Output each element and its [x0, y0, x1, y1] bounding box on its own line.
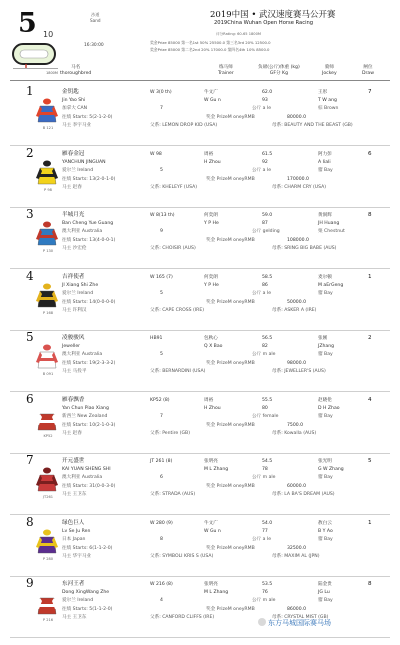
horse-name-cn: 绿色巨人 [62, 519, 85, 526]
prize-money: 50000.0 [287, 299, 306, 305]
weight-total: 62.0 [262, 90, 273, 95]
horse-colour: 骝 Bay [318, 475, 333, 480]
horse-origin: 日本 Japan [62, 536, 86, 542]
distance-scale: 1800M [46, 71, 58, 75]
prize-label: 奖金 PrizeM oneyRMB [206, 361, 255, 366]
horse-age: 6 [160, 475, 163, 480]
horse-age: 5 [160, 167, 163, 173]
trainer-name-cn: 张明亮 [204, 582, 218, 587]
horse-rating: HB91 [150, 336, 163, 341]
entry-row [0, 207, 400, 269]
horse-record: 往绩 Starts: 31(0-0-3-0) [62, 484, 116, 489]
horse-colour: 骝 Bay [318, 598, 333, 603]
horse-owner: 马主 李宇马业 [62, 123, 92, 128]
silk-code: P 280 [42, 556, 54, 561]
header-divider [10, 80, 390, 81]
trainer-name-en: W Gu n [204, 528, 221, 534]
jockey-name-en: A Iiali [318, 159, 331, 165]
surface-cn: 沙道 [91, 12, 100, 17]
horse-owner: 马主 王卫东 [62, 492, 87, 497]
horse-rating: W 98 [150, 151, 162, 157]
allowance: 公斤 female [252, 413, 279, 419]
horse-rating: JT 261 (8) [150, 459, 173, 464]
horse-name-cn: 开元盛世 [62, 458, 85, 464]
silk-code: JT261 [42, 495, 54, 499]
jockey-name-cn: 敖白云 [318, 520, 332, 526]
horse-rating: W 8(13 th) [150, 213, 175, 218]
surface-label [90, 12, 101, 24]
draw-number: 2 [368, 335, 372, 341]
weight-total: 53.5 [262, 582, 273, 587]
jockey-name-en: JG Lu [318, 590, 330, 595]
rating-band: 评分Rating: 60-65 1800M [216, 32, 261, 36]
horse-name-en: Dong XingWang Zhe [62, 590, 110, 595]
dam: 母系: JEWELLER'S (AUS) [272, 369, 326, 374]
entry-row [0, 146, 400, 208]
horse-record: 往绩 Starts: 5(2-1-2-0) [62, 115, 113, 120]
horse-name-en: YANCHUN JINGUAN [62, 159, 106, 165]
silk-code: B 121 [42, 126, 54, 130]
weight-kg: 86 [262, 282, 268, 288]
horse-rating: W 280 (9) [150, 520, 173, 526]
sire: 父系: SYMBOLI KRIS S (USA) [150, 553, 214, 559]
horse-record: 往绩 Starts: 10(2-1-0-3) [62, 422, 116, 428]
horse-origin: 爱尔兰 Ireland [62, 598, 94, 603]
track-map-icon [10, 40, 60, 70]
prize-money: 86000.0 [287, 607, 306, 612]
horse-age: 7 [160, 413, 163, 419]
prize-money: 60000.0 [287, 484, 306, 489]
sire: 父系: LEMON DROP KID (USA) [150, 123, 218, 128]
prize-row: 奖金Prize 85000 第一名1st 50% 25500.0 第三名3rd 20% 12500.0 [150, 40, 271, 45]
prize-money: 98000.0 [287, 361, 306, 366]
horse-owner: 马主 华宇马业 [62, 553, 92, 559]
horse-colour: 骝 Bay [318, 167, 333, 173]
weight-kg: 80 [262, 405, 268, 411]
allowance: 公斤 a le [252, 290, 272, 296]
horse-age: 5 [160, 290, 163, 296]
trainer-name-cn: 何奕朗 [204, 213, 218, 218]
trainer-name-cn: 牛文广 [204, 90, 218, 95]
horse-name-en: Jin Yao Shi [62, 98, 86, 103]
horse-name-en: KAI YUAN SHENG SHI [62, 467, 111, 472]
horse-age: 7 [160, 106, 163, 111]
silk-code: P 168 [42, 310, 54, 315]
jockey-silk-icon [36, 529, 58, 555]
horse-owner: 马主 沙宏伦 [62, 246, 87, 251]
entry-number: 2 [26, 145, 34, 160]
allowance: 公斤 m ale [252, 475, 276, 480]
jockey-name-cn: 张刚 [318, 336, 328, 341]
allowance: 公斤 m ale [252, 598, 276, 603]
weight-kg: 87 [262, 221, 268, 226]
horse-origin: 澳大利亚 Australia [62, 229, 103, 234]
horse-origin: 澳大利亚 Australia [62, 352, 103, 357]
jockey-silk-icon [36, 98, 58, 124]
weight-kg: 78 [262, 467, 268, 472]
prize-money: 80000.0 [287, 115, 306, 120]
weight-kg: 92 [262, 159, 268, 165]
trainer-name-en: H Zhou [204, 405, 221, 411]
dam: 母系: BEAUTY AND THE BEAST (GB) [272, 123, 353, 128]
draw-number: 1 [368, 273, 372, 280]
entry-row [0, 453, 400, 515]
horse-record: 往绩 Starts: 19(2-3-3-2) [62, 361, 116, 366]
draw-number: 5 [368, 458, 372, 464]
horse-name-cn: 凌骏骏风 [62, 335, 85, 341]
trainer-name-cn: 周裕 [204, 151, 214, 157]
horse-name-en: Lv Se Ju Ren [62, 528, 91, 534]
jockey-name-en: T W ang [318, 98, 337, 103]
horse-owner: 马主 赵春 [62, 430, 82, 436]
sire: 父系: CHOISIR (AUS) [150, 246, 196, 251]
horse-owner: 马主 王卫东 [62, 615, 87, 620]
horse-owner: 马主 许利汉 [62, 307, 87, 313]
weight-total: 54.5 [262, 459, 273, 464]
draw-number: 6 [368, 150, 372, 157]
horse-origin: 爱尔兰 Ireland [62, 290, 94, 296]
horse-name-en: Ban Cheng Yue Guang [62, 221, 114, 226]
dam: 母系: CRYSTAL MIST (GB) [272, 615, 329, 620]
prize-label: 奖金 PrizeM oneyRMB [206, 545, 255, 551]
jockey-name-en: JH Huang [318, 221, 340, 226]
allowance: 公斤 a le [252, 536, 272, 542]
entry-number: 7 [26, 453, 34, 467]
horse-name-en: Jeweller [62, 344, 81, 349]
dam: 母系: ASKER A (IRE) [272, 307, 317, 313]
column-header-horse: 马名 thoroughbred [60, 65, 92, 76]
jockey-silk-icon [36, 467, 58, 493]
draw-number: 1 [368, 519, 372, 526]
allowance: 公斤 a le [252, 167, 272, 173]
horse-age: 4 [160, 598, 163, 603]
trainer-name-cn: 牛文广 [204, 520, 218, 526]
horse-rating: W 165 (7) [150, 274, 173, 280]
prize-money: 170000.0 [287, 176, 309, 182]
jockey-silk-icon [36, 590, 58, 616]
trainer-name-cn: 张明亮 [204, 459, 218, 464]
prize-label: 奖金 PrizeM oneyRMB [206, 484, 255, 489]
prize-label: 奖金 PrizeM oneyRMB [206, 422, 255, 428]
jockey-name-cn: 张光明 [318, 459, 332, 464]
weight-kg: 77 [262, 528, 268, 534]
horse-age: 8 [160, 536, 163, 542]
horse-owner: 马主 赵春 [62, 184, 82, 190]
prize-money: 108000.0 [287, 238, 309, 243]
horse-record: 往绩 Starts: 6(1-1-2-0) [62, 545, 113, 551]
race-time: 16:30:00 [84, 43, 104, 48]
silk-code: KP52 [43, 433, 53, 438]
trainer-name-en: W Gu n [204, 98, 221, 103]
draw-number: 7 [368, 89, 372, 95]
wechat-icon [258, 618, 266, 626]
prize-money: 7500.0 [287, 422, 304, 428]
horse-name-en: Yan Chun Piao Xiang [62, 405, 109, 411]
entry-number: 4 [26, 268, 34, 283]
entry-row [0, 392, 400, 454]
jockey-name-cn: 麦尔顿 [318, 274, 332, 280]
dam: 母系: SRING BIG BABE (AUS) [272, 246, 337, 251]
sire: 父系: STRADA (AUS) [150, 492, 196, 497]
horse-origin: 加拿大 CAN [62, 106, 88, 111]
prize-label: 奖金 PrizeM oneyRMB [206, 115, 255, 120]
horse-owner: 马主 马投平 [62, 369, 87, 374]
sire: 父系: CAPE CROSS (IRE) [150, 307, 205, 313]
allowance: 公斤 gelding [252, 229, 280, 234]
dam: 母系: CHARM CRY (USA) [272, 184, 327, 190]
weight-kg: 93 [262, 98, 268, 103]
race-number: 5 [18, 8, 37, 39]
column-header-weight: 负磅(公斤)体重 (kg) GF分 Kg [258, 65, 300, 76]
jockey-silk-icon [36, 221, 58, 247]
horse-record: 往绩 Starts: 13(2-0-1-0) [62, 176, 116, 182]
prize-money: 32500.0 [287, 545, 306, 551]
horse-colour: 骝 Bay [318, 290, 333, 296]
jockey-silk-icon [36, 283, 58, 309]
sire: 父系: CANFORD CLIFFS (IRE) [150, 615, 215, 620]
entry-row [0, 330, 400, 392]
silk-code: P 98 [44, 187, 52, 192]
horse-record: 往绩 Starts: 5(1-1-2-0) [62, 607, 113, 612]
weight-kg: 76 [262, 590, 268, 595]
page-title: 2019中国 • 武汉速度赛马公开赛 [210, 10, 336, 20]
jockey-name-en: G W Zhang [318, 467, 344, 472]
jockey-name-cn: 陆金贵 [318, 582, 332, 587]
jockey-name-en: M aErGeng [318, 282, 344, 288]
draw-number: 8 [368, 581, 372, 587]
horse-colour: 骝 Bay [318, 413, 333, 419]
entry-number: 5 [26, 330, 34, 344]
horse-name-cn: 东河王者 [62, 581, 85, 587]
horse-age: 9 [160, 229, 163, 234]
jockey-silk-icon [36, 160, 58, 186]
trainer-name-cn: 包秋心 [204, 336, 218, 341]
horse-record: 往绩 Starts: 13(4-0-0-1) [62, 238, 116, 243]
silk-code: P 130 [42, 249, 54, 253]
surface-en: Sand [90, 18, 101, 23]
trainer-name-en: M L Zhang [204, 590, 229, 595]
silk-code: B 091 [42, 372, 54, 376]
entry-divider [10, 637, 390, 638]
jockey-silk-icon [36, 406, 58, 432]
horse-name-cn: 半城月光 [62, 212, 85, 218]
weight-total: 59.0 [262, 213, 273, 218]
entry-row [0, 269, 400, 331]
horse-colour: 栗 Chestnut [318, 229, 345, 234]
column-header-draw: 闸位 Draw [362, 65, 374, 76]
entry-number: 9 [26, 576, 34, 590]
horse-age: 5 [160, 352, 163, 357]
sire: 父系: KHELEYF (USA) [150, 184, 198, 190]
draw-number: 8 [368, 212, 372, 218]
dam: 母系: MAXIM AL (JPN) [272, 553, 320, 559]
watermark: 东方马城国际赛马场 [268, 619, 331, 627]
jockey-name-cn: 阿力彭 [318, 151, 332, 157]
weight-total: 54.0 [262, 520, 273, 526]
page-subtitle: 2019China Wuhan Open Horse Racing [214, 20, 314, 26]
horse-origin: 爱尔兰 Ireland [62, 167, 94, 173]
weight-total: 61.5 [262, 151, 273, 157]
entry-number: 8 [26, 514, 34, 529]
sire: 父系: Pentire (GB) [150, 430, 190, 436]
dam: 母系: Kowalla (AUS) [272, 430, 317, 436]
horse-name-cn: 吉祥使者 [62, 273, 85, 280]
column-header-jockey: 骑师 Jockey [322, 65, 337, 76]
horse-rating: W 216 (8) [150, 582, 173, 587]
entry-number: 3 [26, 207, 34, 221]
trainer-name-cn: 周裕 [204, 397, 214, 403]
prize-label: 奖金 PrizeM oneyRMB [206, 607, 255, 612]
jockey-name-en: B Y Ao [318, 528, 333, 534]
entry-number: 1 [26, 84, 34, 98]
trainer-name-en: Q X Bao [204, 344, 223, 349]
horse-origin: 新西兰 New Zealand [62, 413, 108, 419]
prize-label: 奖金 PrizeM oneyRMB [206, 176, 255, 182]
horse-record: 往绩 Starts: 14(0-0-0-0) [62, 299, 116, 305]
jockey-name-cn: 王彤 [318, 90, 328, 95]
prize-label: 奖金 PrizeM oneyRMB [206, 299, 255, 305]
trainer-name-en: Y P He [204, 282, 219, 288]
sire: 父系: BERNARDINI (USA) [150, 369, 206, 374]
allowance: 公斤 a le [252, 106, 272, 111]
weight-kg: 82 [262, 344, 268, 349]
horse-name-cn: 金钥匙 [62, 89, 79, 95]
entry-row [0, 84, 400, 146]
column-header-trainer: 练马师 Trainer [218, 65, 234, 76]
weight-total: 58.5 [262, 274, 273, 280]
horse-colour: 骝 Bay [318, 352, 333, 357]
allowance: 公斤 m ale [252, 352, 276, 357]
horse-rating: W 3(0 th) [150, 90, 172, 95]
jockey-name-en: D H Zhao [318, 405, 340, 411]
horse-origin: 澳大利亚 Australia [62, 475, 103, 480]
horse-name-cn: 雁春金冠 [62, 150, 85, 157]
horse-colour: 棕 Brown [318, 106, 339, 111]
trainer-name-cn: 何奕朗 [204, 274, 218, 280]
jockey-name-cn: 赵晓伦 [318, 397, 332, 403]
jockey-silk-icon [36, 344, 58, 370]
weight-total: 56.5 [262, 336, 273, 341]
race-sub-number: 10 [43, 30, 54, 39]
jockey-name-en: JZhang [318, 344, 335, 349]
jockey-name-cn: 黄洞辉 [318, 213, 332, 218]
draw-number: 4 [368, 396, 372, 403]
entry-row [0, 515, 400, 577]
trainer-name-en: Y P He [204, 221, 219, 226]
horse-name-en: JI Xiang Shi Zhe [62, 282, 99, 288]
trainer-name-en: M L Zhang [204, 467, 229, 472]
dam: 母系: LA BA'S DREAM (AUS) [272, 492, 335, 497]
prize-label: 奖金 PrizeM oneyRMB [206, 238, 255, 243]
prize-row: 奖金Prize 85000 第二名2nd 20% 17000.0 第四名4th 10% 8500.0 [150, 47, 270, 52]
horse-name-cn: 雁春飘香 [62, 396, 85, 403]
entry-number: 6 [26, 391, 34, 406]
weight-total: 55.5 [262, 397, 273, 403]
horse-colour: 骝 Bay [318, 536, 333, 542]
silk-code: P 216 [42, 618, 54, 622]
trainer-name-en: H Zhou [204, 159, 221, 165]
horse-rating: KP52 (8) [150, 397, 170, 403]
entry-row [0, 576, 400, 638]
